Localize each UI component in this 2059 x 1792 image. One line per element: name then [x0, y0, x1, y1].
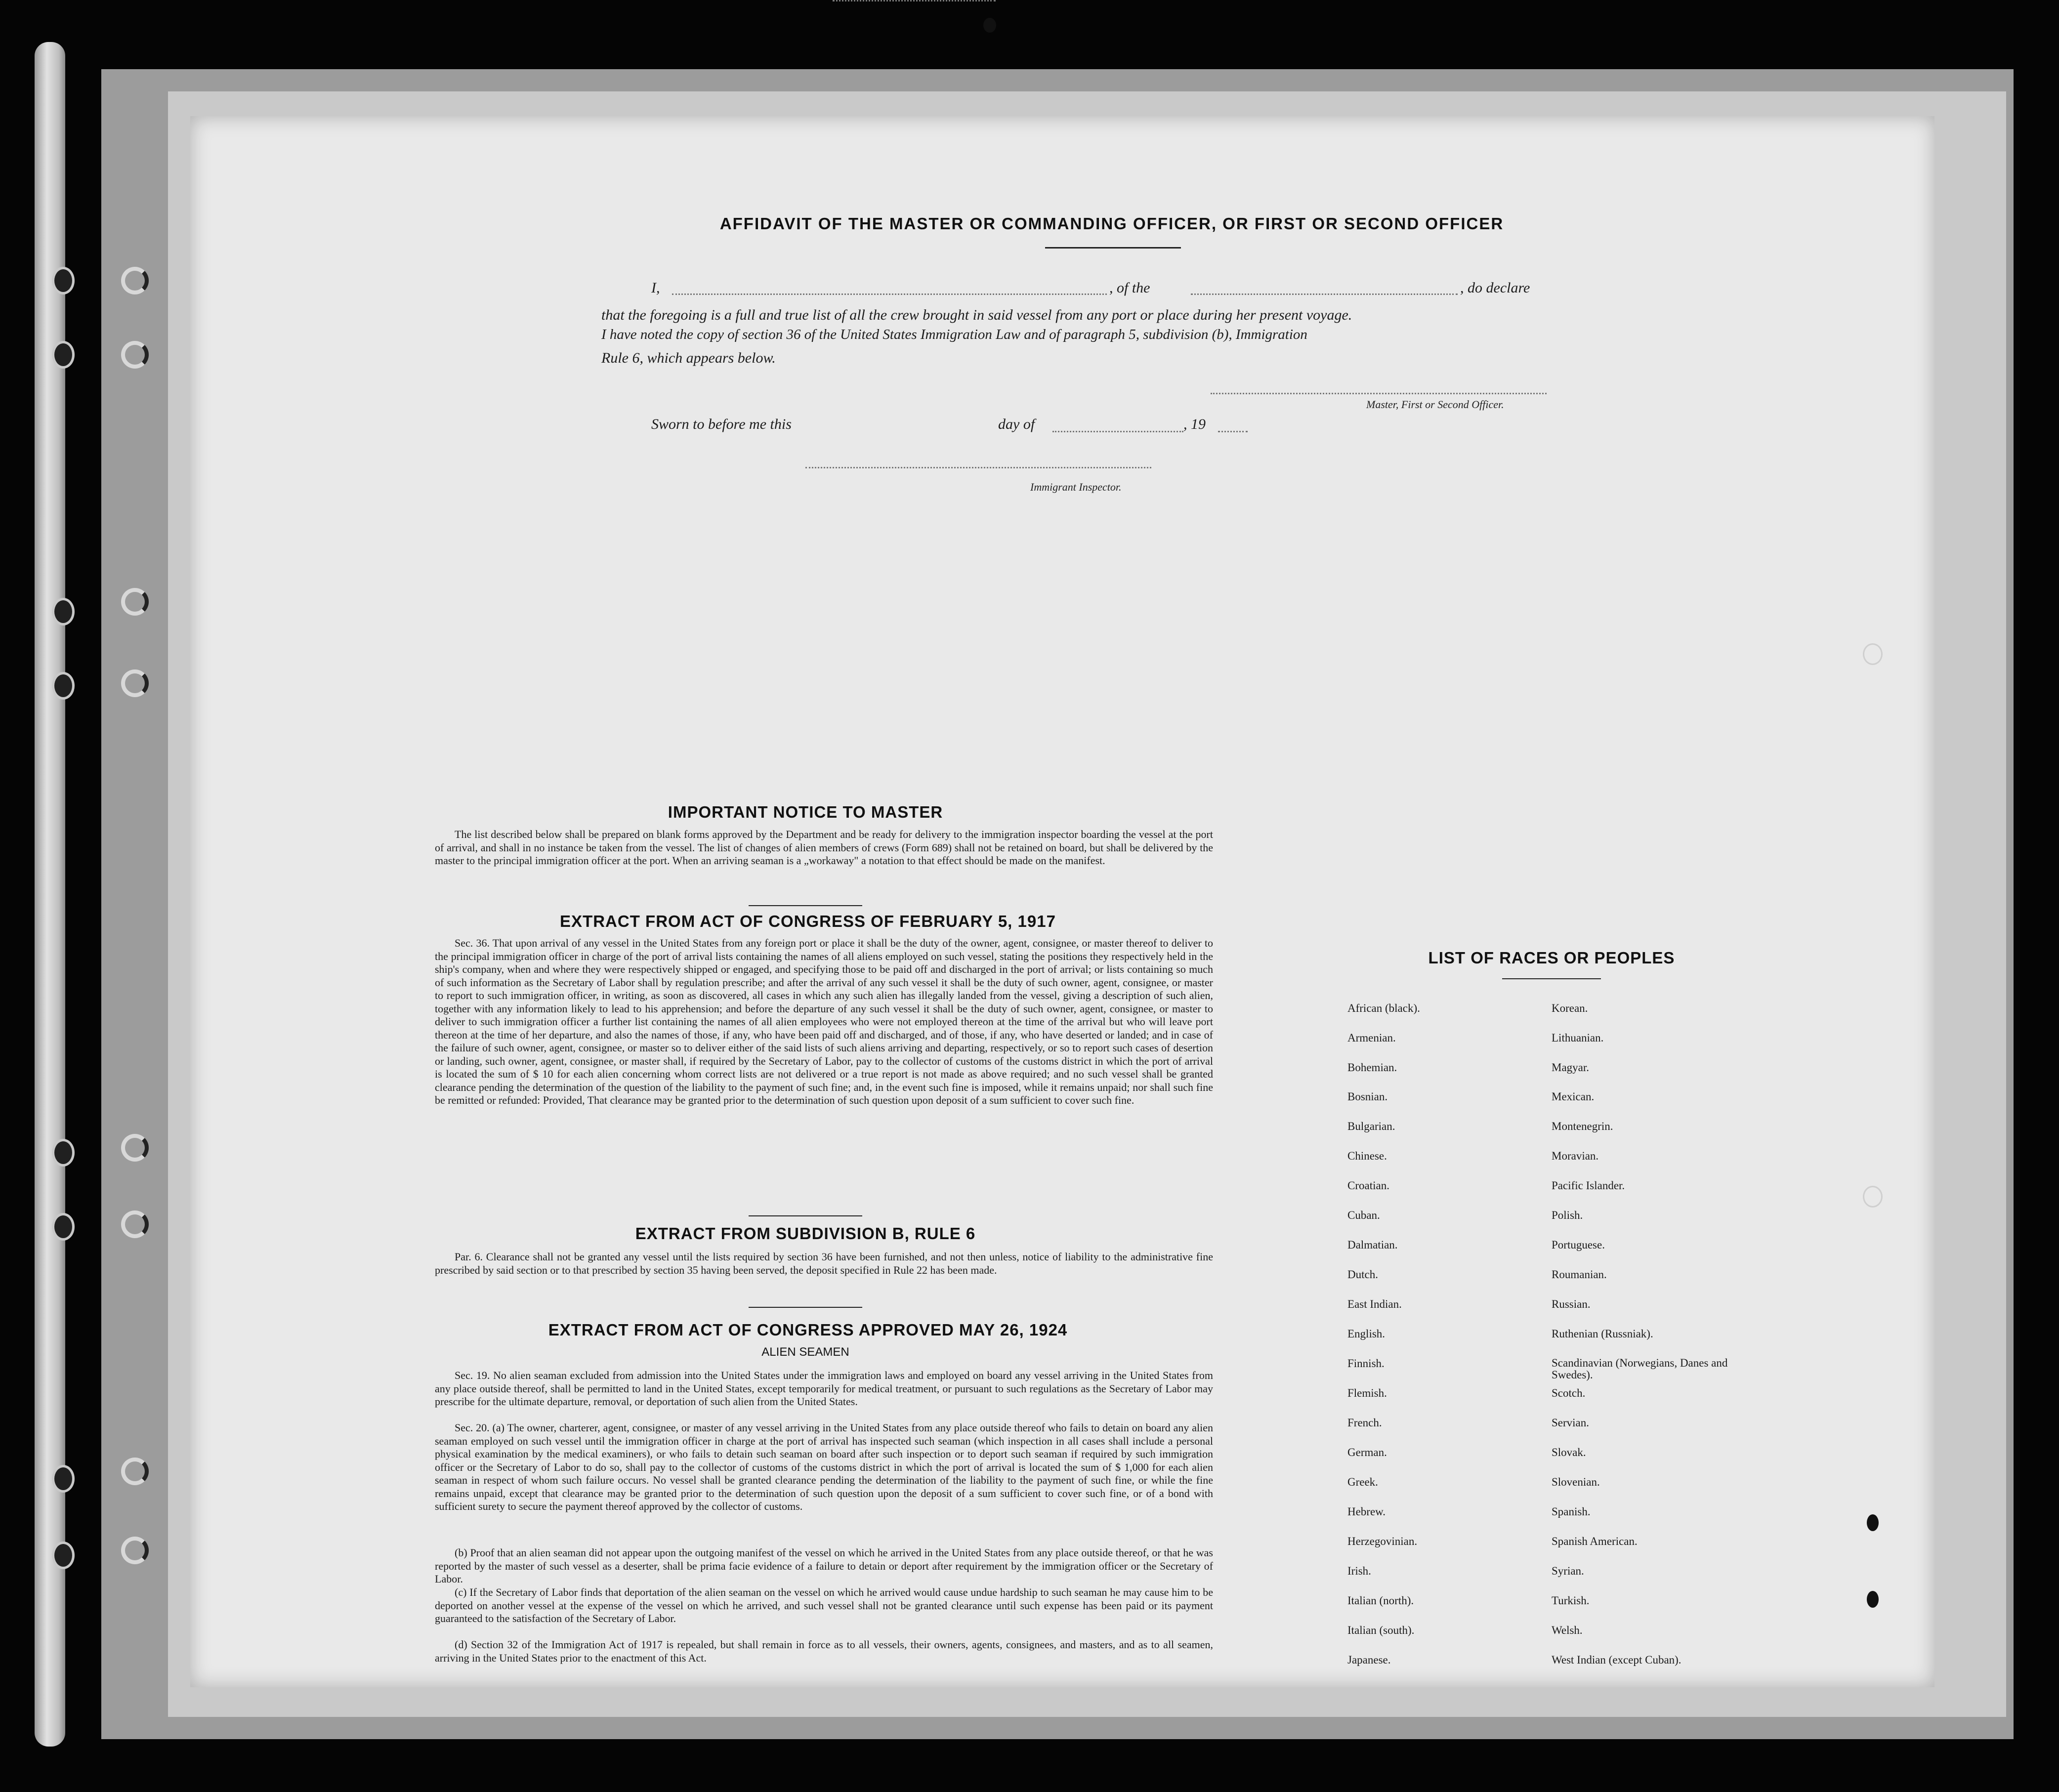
affidavit-i: I,	[651, 280, 660, 296]
notice-title: IMPORTANT NOTICE TO MASTER	[668, 803, 943, 821]
page-punch	[1867, 1591, 1879, 1608]
race-item: Chinese.	[1347, 1150, 1387, 1162]
binder-hole	[52, 341, 75, 369]
page-hole	[1863, 643, 1883, 665]
race-item: Italian (north).	[1347, 1594, 1414, 1607]
extract-1917-body: Sec. 36. That upon arrival of any vessel in the United States from any foreign port or place it shall be the duty of the owner, agent, consignee, or master thereof to deliver to the principal immigration officer in charge of the port of arrival lists containing the names of all aliens employed on such vessel, stating the positions they respectively held in the ship's company, when and where they were respectively shipped or engaged, and specifying those to be paid off and discharged in the port of arrival; or lists containing so much of such information as the Secretary of Labor shall by regulation prescribe; and after the arrival of any such vessel it shall be the duty of such owner, agent, consignee, or master to report to such immigration officer, in writing, as soon as discovered, all cases in which any such alien has illegally landed from the vessel, giving a description of such alien, together with any information likely to lead to his apprehension; and before the departure of any such vessel it shall be the duty of such owner, agent, consignee, or master to deliver to such immigration officer a further list containing the names of all alien employees who were not employed thereon at the time of the arrival but who will leave port thereon at the time of her departure, and also the names of those, if any, who have been paid off and discharged, and of those, if any, who have deserted or landed; and in case of the failure of such owner, agent, consignee, or master so to deliver either of the said lists of such aliens arriving and departing, respectively, or so to report such cases of desertion or landing, such owner, agent, consignee, or master shall, if required by the Secretary of Labor, pay to the collector of customs of the customs district in which the port of arrival is located the sum of $ 10 for each alien concerning whom correct lists are not delivered or a true report is not made as above required; and no such vessel shall be granted clearance pending the determination of the question of the liability to the payment of such fine; and, in the event such fine is imposed, while it remains unpaid; nor shall such fine be remitted or refunded: Provided, That clearance may be granted prior to the determination of such question upon deposit of a sum sufficient to cover such fine.	[435, 937, 1213, 1106]
extract-1924-title: EXTRACT FROM ACT OF CONGRESS APPROVED MAY 26, 1924	[548, 1321, 1068, 1339]
race-item: Turkish.	[1552, 1594, 1590, 1607]
binder-hole	[52, 267, 75, 294]
sec20a-body: Sec. 20. (a) The owner, charterer, agent, consignee, or master of any vessel arriving in the United States from any place outside thereof who fails to detain on board any alien seaman employed on such vessel until the immigration officer in charge at the port of arrival has inspected such seaman (which inspection in all cases shall include a personal physical examination by the medical examiners), or who fails to detain such seaman on board after such inspection or to deport such seaman if required by such immigration officer or the Secretary of Labor to do so, shall pay to the collector of customs of the customs district in which the port of arrival is located the sum of $ 1,000 for each alien seaman in respect of whom such failure occurs. No vessel shall be granted clearance pending the determination of the liability to the payment of such fine, or while the fine remains unpaid, except that clearance may be granted prior to the determination of such question upon the deposit of a sum sufficient to cover such fine, or of a bond with sufficient surety to secure the payment thereof approved by the collector of customs.	[435, 1421, 1213, 1512]
binder-hole	[52, 1542, 75, 1569]
race-item: Herzegovinian.	[1347, 1535, 1418, 1547]
race-item: Servian.	[1552, 1417, 1590, 1429]
rule6-title: EXTRACT FROM SUBDIVISION B, RULE 6	[635, 1224, 976, 1243]
race-item: Scandinavian (Norwegians, Danes and Swedes).	[1552, 1357, 1728, 1381]
affidavit-of-the: , of the	[1109, 280, 1150, 296]
race-item: Montenegrin.	[1552, 1120, 1613, 1132]
binder-hole	[52, 1139, 75, 1167]
sworn-year-field[interactable]	[1218, 431, 1248, 432]
race-item: Portuguese.	[1552, 1239, 1605, 1251]
binder-ring	[121, 1134, 149, 1162]
race-item: Bulgarian.	[1347, 1120, 1395, 1132]
race-item: Syrian.	[1552, 1565, 1584, 1577]
race-item: Bohemian.	[1347, 1061, 1397, 1074]
sec20b-body: (b) Proof that an alien seaman did not appear upon the outgoing manifest of the vessel on which he arrived in the United States from any place outside thereof, or that he was reported by the master of such vessel as a deserter, shall be prima facie evidence of a failure to detain or deport after requirement by the immigration officer or the Secretary of Labor.	[435, 1546, 1213, 1585]
affidavit-line3: I have noted the copy of section 36 of the United States Immigration Law and of paragraph 5, subdivision (b), Immigration	[601, 327, 1307, 342]
binder-hole	[52, 598, 75, 625]
inspector-signature-field[interactable]	[805, 467, 1151, 468]
year-prefix: , 19	[1183, 416, 1206, 432]
binder-ring	[121, 588, 149, 616]
race-item: English.	[1347, 1328, 1386, 1340]
master-name-field[interactable]	[672, 293, 1107, 295]
race-item: Polish.	[1552, 1209, 1583, 1221]
master-signature-field[interactable]	[1211, 393, 1547, 394]
sworn-text: Sworn to before me this	[651, 416, 792, 432]
inspector-caption: Immigrant Inspector.	[1030, 481, 1122, 493]
race-item: Japanese.	[1347, 1654, 1391, 1666]
race-item: Hebrew.	[1347, 1505, 1386, 1518]
race-item: Irish.	[1347, 1565, 1371, 1577]
race-item: Moravian.	[1552, 1150, 1599, 1162]
race-item: West Indian (except Cuban).	[1552, 1654, 1681, 1666]
race-item: German.	[1347, 1446, 1387, 1459]
race-item: Dalmatian.	[1347, 1239, 1398, 1251]
sec20c-body: (c) If the Secretary of Labor finds that deportation of the alien seaman on the vessel on which he arrived would cause undue hardship to such seaman he may cause him to be deported on another vessel at the expense of the vessel on which he arrived, and such vessel shall not be granted clearance until such expense has been paid or its payment guaranteed to the satisfaction of the Secretary of Labor.	[435, 1586, 1213, 1625]
extract-1917-title: EXTRACT FROM ACT OF CONGRESS OF FEBRUARY 5, 1917	[560, 912, 1056, 930]
race-item: Roumanian.	[1552, 1268, 1607, 1281]
alien-seamen-subtitle: ALIEN SEAMEN	[761, 1345, 849, 1359]
race-item: East Indian.	[1347, 1298, 1402, 1310]
affidavit-title: AFFIDAVIT OF THE MASTER OR COMMANDING OFFICER, OR FIRST OR SECOND OFFICER	[719, 214, 1504, 233]
race-item: Finnish.	[1347, 1357, 1385, 1370]
binder-ring	[121, 1210, 149, 1238]
race-item: Spanish.	[1552, 1505, 1591, 1518]
sec19-body: Sec. 19. No alien seaman excluded from admission into the United States under the immigration laws and employed on board any vessel arriving in the United States from any place outside thereof, shall be permitted to land in the United States, except temporarily for medical treatment, or pursuant to such regulations as the Secretary of Labor may prescribe for the ultimate departure, removal, or deportation of such alien from the United States.	[435, 1369, 1213, 1408]
binder-hole	[52, 672, 75, 700]
master-caption: Master, First or Second Officer.	[1366, 398, 1504, 411]
day-of-text: day of	[998, 416, 1035, 432]
binder-ring	[121, 1537, 149, 1564]
binder-hole	[52, 1213, 75, 1241]
race-item: Welsh.	[1552, 1624, 1583, 1636]
race-item: Spanish American.	[1552, 1535, 1638, 1547]
race-item: Lithuanian.	[1552, 1032, 1604, 1044]
binder-ring	[121, 669, 149, 697]
race-item: Greek.	[1347, 1476, 1378, 1488]
race-item: Flemish.	[1347, 1387, 1387, 1399]
race-item: Slovenian.	[1552, 1476, 1600, 1488]
race-item: Croatian.	[1347, 1179, 1389, 1192]
race-item: Scotch.	[1552, 1387, 1586, 1399]
race-item: Italian (south).	[1347, 1624, 1415, 1636]
race-item: Ruthenian (Russniak).	[1552, 1328, 1653, 1340]
binder-ring	[121, 341, 149, 369]
vessel-name-field[interactable]	[1191, 293, 1458, 295]
race-item: Cuban.	[1347, 1209, 1380, 1221]
page-hole	[1863, 1186, 1883, 1208]
title-rule	[1045, 247, 1181, 249]
race-item: Korean.	[1552, 1002, 1588, 1014]
affidavit-declare: , do declare	[1460, 280, 1530, 296]
sworn-month-field[interactable]	[1052, 431, 1183, 432]
race-item: African (black).	[1347, 1002, 1420, 1014]
race-item: Slovak.	[1552, 1446, 1586, 1459]
sec20d-body: (d) Section 32 of the Immigration Act of 1917 is repealed, but shall remain in force as to all vessels, their owners, agents, consignees, and masters, and as to all seamen, arriving in the United States prior to the enactment of this Act.	[435, 1638, 1213, 1664]
affidavit-line2: that the foregoing is a full and true list of all the crew brought in said vessel from any port or place during her present voyage.	[601, 307, 1352, 323]
page-punch	[1867, 1514, 1879, 1531]
binder-ring	[121, 267, 149, 294]
top-clip	[983, 18, 996, 33]
binder-ring	[121, 1458, 149, 1485]
binder-hole	[52, 1465, 75, 1493]
race-item: Armenian.	[1347, 1032, 1396, 1044]
race-item: Magyar.	[1552, 1061, 1590, 1074]
race-item: Mexican.	[1552, 1090, 1595, 1103]
race-item: Russian.	[1552, 1298, 1591, 1310]
race-item: French.	[1347, 1417, 1382, 1429]
divider	[749, 1307, 862, 1308]
affidavit-line4: Rule 6, which appears below.	[601, 350, 776, 366]
races-title: LIST OF RACES OR PEOPLES	[1428, 949, 1675, 967]
race-item: Pacific Islander.	[1552, 1179, 1625, 1192]
race-item: Bosnian.	[1347, 1090, 1388, 1103]
rule6-body: Par. 6. Clearance shall not be granted any vessel until the lists required by section 36 have been furnished, and not then unless, notice of liability to the administrative fine prescribed by said section or to that prescribed by section 35 having been served, the deposit specified in Rule 22 has been made.	[435, 1250, 1213, 1276]
divider	[749, 905, 862, 906]
divider	[749, 1215, 862, 1216]
race-item: Dutch.	[1347, 1268, 1378, 1281]
races-rule	[1502, 978, 1601, 979]
sworn-day-field[interactable]	[833, 0, 996, 1]
notice-body: The list described below shall be prepared on blank forms approved by the Department and be ready for delivery to the immigration inspector boarding the vessel at the port of arrival, and shall in no instance be taken from the vessel. The list of changes of alien members of crews (Form 689) shall not be retained on board, but shall be delivered by the master to the principal immigration officer at the port. When an arriving seaman is a „workaway" a notation to that effect should be made on the manifest.	[435, 828, 1213, 867]
